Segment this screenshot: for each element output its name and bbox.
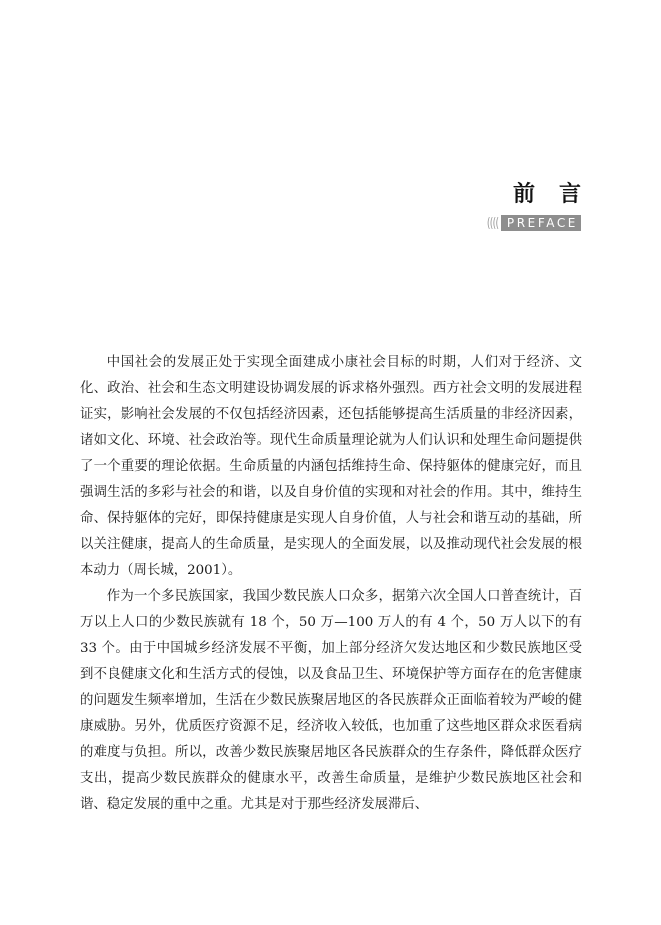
- body-text: [80, 350, 582, 818]
- paragraph-1: 中国社会的发展正处于实现全面建成小康社会目标的时期，人们对于经济、文化、政治、社会和生态文明建设协调发展的诉求格外强烈。西方社会文明的发展进程证实，影响社会发展的不仅包括经济因素，还包括能够提高生活质量的非经济因素，诸如文化、环境、社会政治等。现代生命质量理论就为人们认识和处理生命问题提供了一个重要的理论依据。生命质量的内涵包括维持生命、保持躯体的健康完好，而且强调生活的多彩与社会的和谐，以及自身价值的实现和对社会的作用。其中，维持生命、保持躯体的完好，即保持健康是实现人自身价值，人与社会和谐互动的基础，所以关注健康，提高人的生命质量，是实现人的全面发展，以及推动现代社会发展的根本动力（周长城，2001）。: [80, 355, 582, 578]
- paragraph-2: 作为一个多民族国家，我国少数民族人口众多，据第六次全国人口普查统计，百万以上人口的少数民族就有 18 个，50 万—100 万人的有 4 个，50 万人以下的有 33 个。由于中国城乡经济发展不平衡，加上部分经济欠发达地区和少数民族地区受到不良健康文化和生活方式的侵蚀，以及食品卫生、环境保护等方面存在的危害健康的问题发生频率增加，生活在少数民族聚居地区的各民族群众正面临着较为严峻的健康威胁。另外，优质医疗资源不足，经济收入较低，也加重了这些地区群众求医看病的难度与负担。所以，改善少数民族聚居地区各民族群众的生存条件，降低群众医疗支出，提高少数民族群众的健康水平，改善生命质量，是维护少数民族地区社会和谐、稳定发展的重中之重。尤其是对于那些经济发展滞后、: [80, 589, 582, 812]
- subtitle-row: [482, 215, 581, 231]
- preface-heading: [482, 178, 605, 231]
- chevron-decoration-icon: ((((: [486, 215, 498, 231]
- page-subtitle: PREFACE: [501, 215, 581, 231]
- page-title: 前言: [512, 182, 605, 207]
